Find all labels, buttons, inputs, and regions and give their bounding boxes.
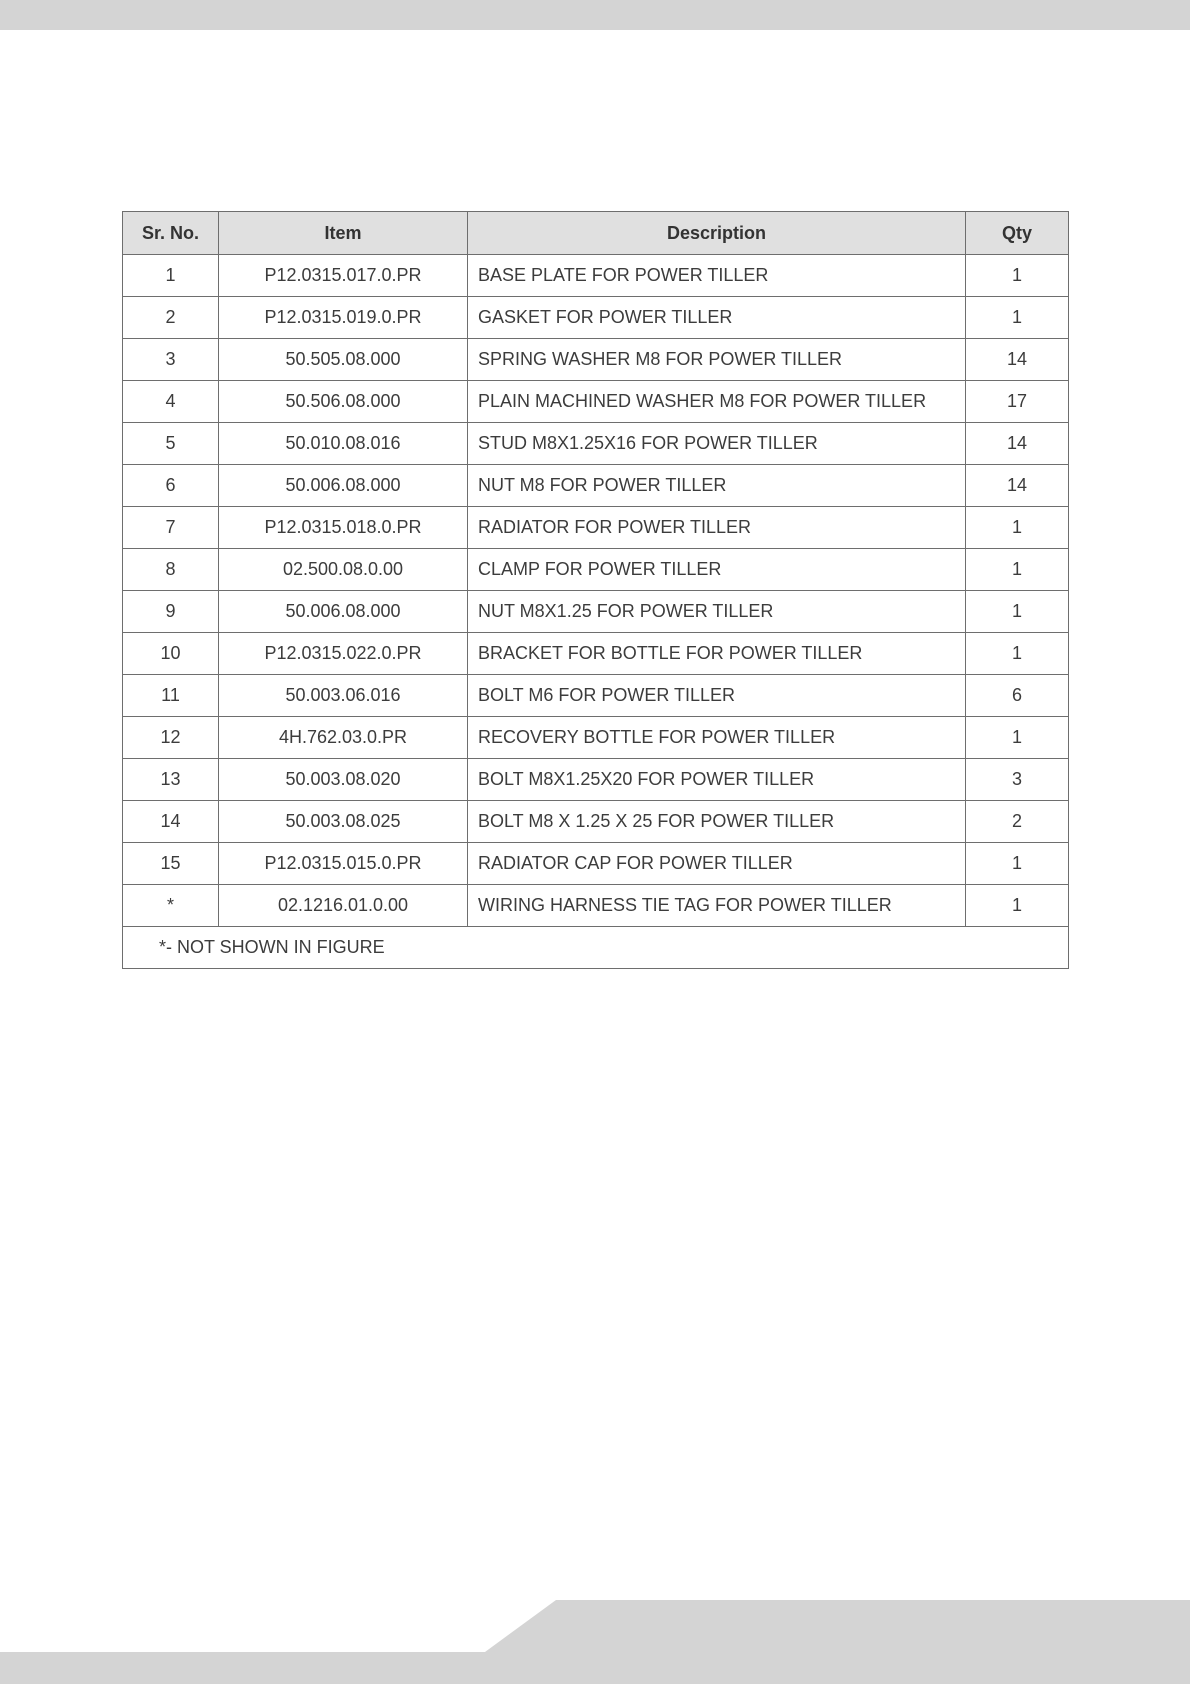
cell-item: 50.006.08.000 <box>219 591 468 633</box>
header-description: Description <box>468 212 966 255</box>
cell-sr-no: 2 <box>123 297 219 339</box>
cell-item: P12.0315.022.0.PR <box>219 633 468 675</box>
table-row <box>123 675 1069 717</box>
footnote-text: *- NOT SHOWN IN FIGURE <box>123 927 1069 969</box>
cell-description: STUD M8X1.25X16 FOR POWER TILLER <box>468 423 966 465</box>
cell-description: BASE PLATE FOR POWER TILLER <box>468 255 966 297</box>
table-row <box>123 465 1069 507</box>
cell-sr-no: 4 <box>123 381 219 423</box>
cell-sr-no: 1 <box>123 255 219 297</box>
cell-sr-no: 9 <box>123 591 219 633</box>
header-item: Item <box>219 212 468 255</box>
cell-item: P12.0315.018.0.PR <box>219 507 468 549</box>
cell-item: 50.003.08.020 <box>219 759 468 801</box>
table-row <box>123 843 1069 885</box>
table-row <box>123 549 1069 591</box>
cell-qty: 1 <box>966 507 1069 549</box>
table-row <box>123 759 1069 801</box>
cell-qty: 1 <box>966 717 1069 759</box>
cell-description: RECOVERY BOTTLE FOR POWER TILLER <box>468 717 966 759</box>
table-row <box>123 717 1069 759</box>
top-band <box>0 0 1190 30</box>
table-row <box>123 255 1069 297</box>
table-row <box>123 633 1069 675</box>
table-header-row <box>123 212 1069 255</box>
cell-description: BRACKET FOR BOTTLE FOR POWER TILLER <box>468 633 966 675</box>
cell-sr-no: 3 <box>123 339 219 381</box>
table-row <box>123 423 1069 465</box>
cell-description: BOLT M8X1.25X20 FOR POWER TILLER <box>468 759 966 801</box>
cell-qty: 1 <box>966 843 1069 885</box>
cell-description: GASKET FOR POWER TILLER <box>468 297 966 339</box>
cell-item: 4H.762.03.0.PR <box>219 717 468 759</box>
cell-sr-no: 10 <box>123 633 219 675</box>
cell-qty: 2 <box>966 801 1069 843</box>
cell-description: CLAMP FOR POWER TILLER <box>468 549 966 591</box>
cell-qty: 1 <box>966 297 1069 339</box>
cell-qty: 6 <box>966 675 1069 717</box>
table-row <box>123 507 1069 549</box>
cell-item: 50.003.06.016 <box>219 675 468 717</box>
cell-qty: 14 <box>966 423 1069 465</box>
table-row <box>123 297 1069 339</box>
cell-item: 50.010.08.016 <box>219 423 468 465</box>
table-row <box>123 339 1069 381</box>
cell-qty: 1 <box>966 591 1069 633</box>
table-row <box>123 591 1069 633</box>
table-row <box>123 801 1069 843</box>
cell-qty: 14 <box>966 465 1069 507</box>
header-sr-no: Sr. No. <box>123 212 219 255</box>
cell-item: 02.500.08.0.00 <box>219 549 468 591</box>
cell-description: SPRING WASHER M8 FOR POWER TILLER <box>468 339 966 381</box>
cell-sr-no: 11 <box>123 675 219 717</box>
cell-item: 50.506.08.000 <box>219 381 468 423</box>
footnote-row <box>123 927 1069 969</box>
cell-qty: 1 <box>966 633 1069 675</box>
bottom-decor-shape <box>0 1600 1190 1684</box>
cell-description: NUT M8 FOR POWER TILLER <box>468 465 966 507</box>
cell-sr-no: 13 <box>123 759 219 801</box>
cell-description: NUT M8X1.25 FOR POWER TILLER <box>468 591 966 633</box>
cell-sr-no: 5 <box>123 423 219 465</box>
cell-description: RADIATOR CAP FOR POWER TILLER <box>468 843 966 885</box>
bottom-decor-band <box>0 1600 1190 1684</box>
parts-list-table <box>122 211 1069 969</box>
cell-description: PLAIN MACHINED WASHER M8 FOR POWER TILLER <box>468 381 966 423</box>
table-row <box>123 885 1069 927</box>
cell-item: 50.006.08.000 <box>219 465 468 507</box>
cell-sr-no: 14 <box>123 801 219 843</box>
cell-item: 50.505.08.000 <box>219 339 468 381</box>
cell-qty: 3 <box>966 759 1069 801</box>
cell-qty: 17 <box>966 381 1069 423</box>
table-row <box>123 381 1069 423</box>
cell-qty: 14 <box>966 339 1069 381</box>
table-body <box>123 255 1069 927</box>
cell-description: WIRING HARNESS TIE TAG FOR POWER TILLER <box>468 885 966 927</box>
cell-sr-no: 12 <box>123 717 219 759</box>
cell-qty: 1 <box>966 255 1069 297</box>
cell-description: BOLT M8 X 1.25 X 25 FOR POWER TILLER <box>468 801 966 843</box>
cell-sr-no: 15 <box>123 843 219 885</box>
cell-item: 02.1216.01.0.00 <box>219 885 468 927</box>
cell-sr-no: 7 <box>123 507 219 549</box>
cell-item: P12.0315.017.0.PR <box>219 255 468 297</box>
cell-item: P12.0315.019.0.PR <box>219 297 468 339</box>
cell-description: RADIATOR FOR POWER TILLER <box>468 507 966 549</box>
cell-sr-no: 8 <box>123 549 219 591</box>
cell-qty: 1 <box>966 885 1069 927</box>
cell-qty: 1 <box>966 549 1069 591</box>
cell-item: P12.0315.015.0.PR <box>219 843 468 885</box>
cell-description: BOLT M6 FOR POWER TILLER <box>468 675 966 717</box>
cell-item: 50.003.08.025 <box>219 801 468 843</box>
header-qty: Qty <box>966 212 1069 255</box>
cell-sr-no: 6 <box>123 465 219 507</box>
cell-sr-no: * <box>123 885 219 927</box>
